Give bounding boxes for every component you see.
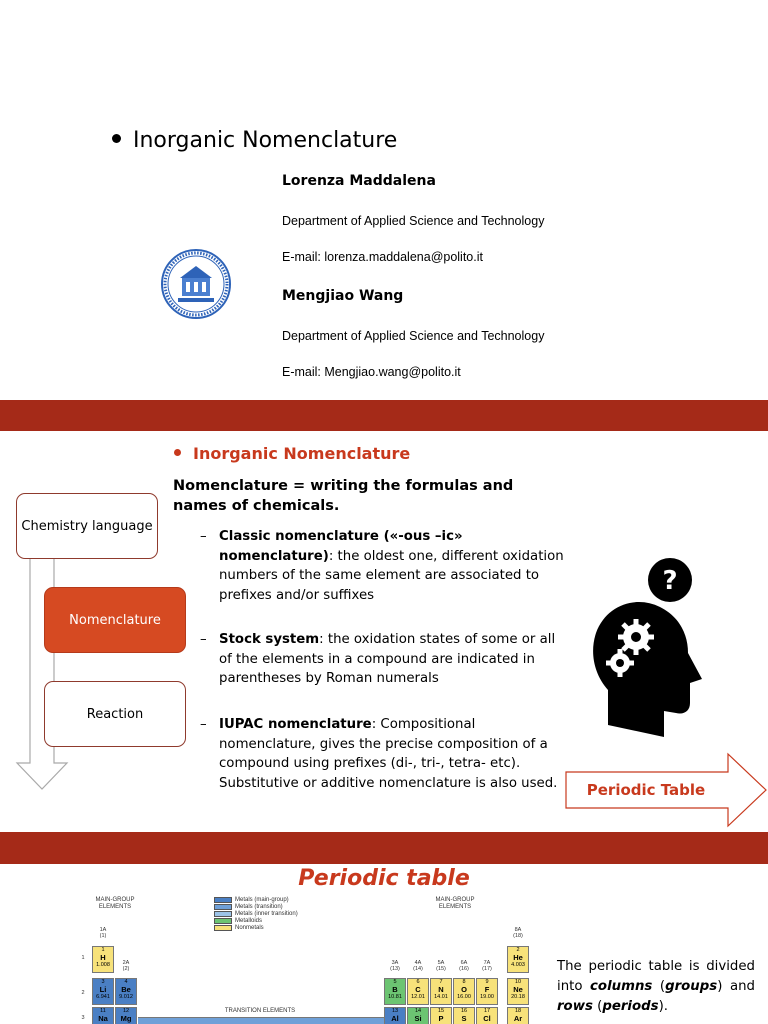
legend-label: Metals (main-group) xyxy=(235,897,289,903)
legend-item xyxy=(214,918,298,924)
element-cell: 1 H 1.008 xyxy=(92,946,114,973)
element-cell: 14 Si xyxy=(407,1007,429,1024)
author-email: E-mail: Mengjiao.wang@polito.it xyxy=(282,365,461,379)
list-item-iupac xyxy=(200,715,565,793)
legend-item xyxy=(214,925,298,931)
group-header: 2A (2) xyxy=(122,960,130,972)
desc-emph: columns xyxy=(590,979,653,994)
item-term: IUPAC nomenclature xyxy=(219,717,372,732)
slide1-bullet-text: Inorganic Nomenclature xyxy=(133,128,398,153)
item-text: : the oldest one, different oxidation numbers of the same element are associated to prefixes and/or suffixes xyxy=(219,548,564,603)
main-group-header-right: MAIN-GROUP ELEMENTS xyxy=(435,897,475,910)
flow-box-chemistry-language: Chemistry language xyxy=(16,493,158,559)
legend-item xyxy=(214,904,298,910)
slide1-bullet xyxy=(112,128,397,153)
element-cell: 18 Ar xyxy=(507,1007,529,1024)
main-group-header-left: MAIN-GROUP ELEMENTS xyxy=(95,897,135,910)
desc-text: ( xyxy=(592,999,603,1014)
flow-box-nomenclature: Nomenclature xyxy=(44,587,186,653)
legend-item xyxy=(214,911,298,917)
slide2-title-text: Inorganic Nomenclature xyxy=(193,444,411,463)
period-number: 1 xyxy=(81,955,85,961)
group-header: 8A (18) xyxy=(513,927,523,939)
element-cell: 12 Mg xyxy=(115,1007,137,1024)
group-header: 3A (13) xyxy=(390,960,400,972)
legend-item xyxy=(214,897,298,903)
legend-label: Metals (inner transition) xyxy=(235,911,298,917)
desc-text: ). xyxy=(658,999,668,1014)
legend-label: Metalloids xyxy=(235,918,263,924)
group-header: 1A (1) xyxy=(99,927,107,939)
legend-label: Metals (transition) xyxy=(235,904,283,910)
bullet-dot xyxy=(112,134,121,143)
group-header: 6A (16) xyxy=(459,960,469,972)
list-item-classic xyxy=(200,527,565,605)
svg-text:?: ? xyxy=(662,566,678,596)
desc-emph: rows xyxy=(557,999,593,1014)
list-dash: – xyxy=(200,632,207,647)
item-text: : Compositional nomenclature, gives the precise composition of a compound using prefixes (di-, tri-, tetra- etc). Substitutive or additive nomenclature is also used. xyxy=(219,717,558,791)
period-number: 3 xyxy=(81,1015,85,1021)
author-department: Department of Applied Science and Technology xyxy=(282,214,545,228)
bullet-dot xyxy=(174,449,181,456)
desc-emph: periods xyxy=(602,999,659,1014)
slide2-title xyxy=(174,444,410,463)
element-cell: 9 F 19.00 xyxy=(476,978,498,1005)
period-number: 2 xyxy=(81,990,85,996)
list-dash: – xyxy=(200,529,207,544)
author-name: Mengjiao Wang xyxy=(282,288,404,304)
element-cell: 2 He 4.003 xyxy=(507,946,529,973)
element-cell: 8 O 16.00 xyxy=(453,978,475,1005)
legend-swatch xyxy=(214,918,232,924)
element-cell: 4 Be 9.012 xyxy=(115,978,137,1005)
element-cell: 6 C 12.01 xyxy=(407,978,429,1005)
element-cell: 11 Na xyxy=(92,1007,114,1024)
element-cell: 16 S xyxy=(453,1007,475,1024)
slide-divider-band xyxy=(0,400,768,431)
slide3-title: Periodic table xyxy=(298,866,470,891)
nomenclature-definition: Nomenclature = writing the formulas and names of chemicals. xyxy=(173,478,514,514)
flow-box-reaction: Reaction xyxy=(44,681,186,747)
desc-text: ( xyxy=(652,979,666,994)
author-email: E-mail: lorenza.maddalena@polito.it xyxy=(282,250,483,264)
periodic-table-description xyxy=(557,957,755,1017)
periodic-table-link[interactable]: Periodic Table xyxy=(586,781,706,799)
element-cell: 13 Al xyxy=(384,1007,406,1024)
item-text: : the oxidation states of some or all of the elements in a compound are indicated in parentheses by Roman numerals xyxy=(219,632,556,686)
university-seal-logo xyxy=(158,248,234,320)
legend-swatch xyxy=(214,911,232,917)
list-dash: – xyxy=(200,717,207,732)
desc-emph: groups xyxy=(665,979,718,994)
element-cell: 15 P xyxy=(430,1007,452,1024)
desc-text: ) and xyxy=(717,979,755,994)
element-cell: 5 B 10.81 xyxy=(384,978,406,1005)
group-header: 4A (14) xyxy=(413,960,423,972)
legend-label: Nonmetals xyxy=(235,925,264,931)
periodic-legend xyxy=(214,897,298,932)
legend-swatch xyxy=(214,897,232,903)
element-cell: 7 N 14.01 xyxy=(430,978,452,1005)
item-term: Stock system xyxy=(219,632,320,647)
head-gears-question-icon xyxy=(588,555,708,740)
element-cell: 17 Cl xyxy=(476,1007,498,1024)
transition-row-partial xyxy=(138,1017,384,1024)
author-name: Lorenza Maddalena xyxy=(282,173,436,189)
legend-swatch xyxy=(214,904,232,910)
group-header: 7A (17) xyxy=(482,960,492,972)
element-cell: 10 Ne 20.18 xyxy=(507,978,529,1005)
slide-divider-band xyxy=(0,832,768,864)
legend-swatch xyxy=(214,925,232,931)
group-header: 5A (15) xyxy=(436,960,446,972)
desc-text: The periodic table is divided into xyxy=(557,959,755,994)
item-term: Classic nomenclature («-ous –ic» nomenclature) xyxy=(219,529,463,564)
author-department: Department of Applied Science and Technology xyxy=(282,329,545,343)
element-cell: 3 Li 6.941 xyxy=(92,978,114,1005)
list-item-stock xyxy=(200,630,565,689)
transition-header: TRANSITION ELEMENTS xyxy=(224,1008,296,1014)
